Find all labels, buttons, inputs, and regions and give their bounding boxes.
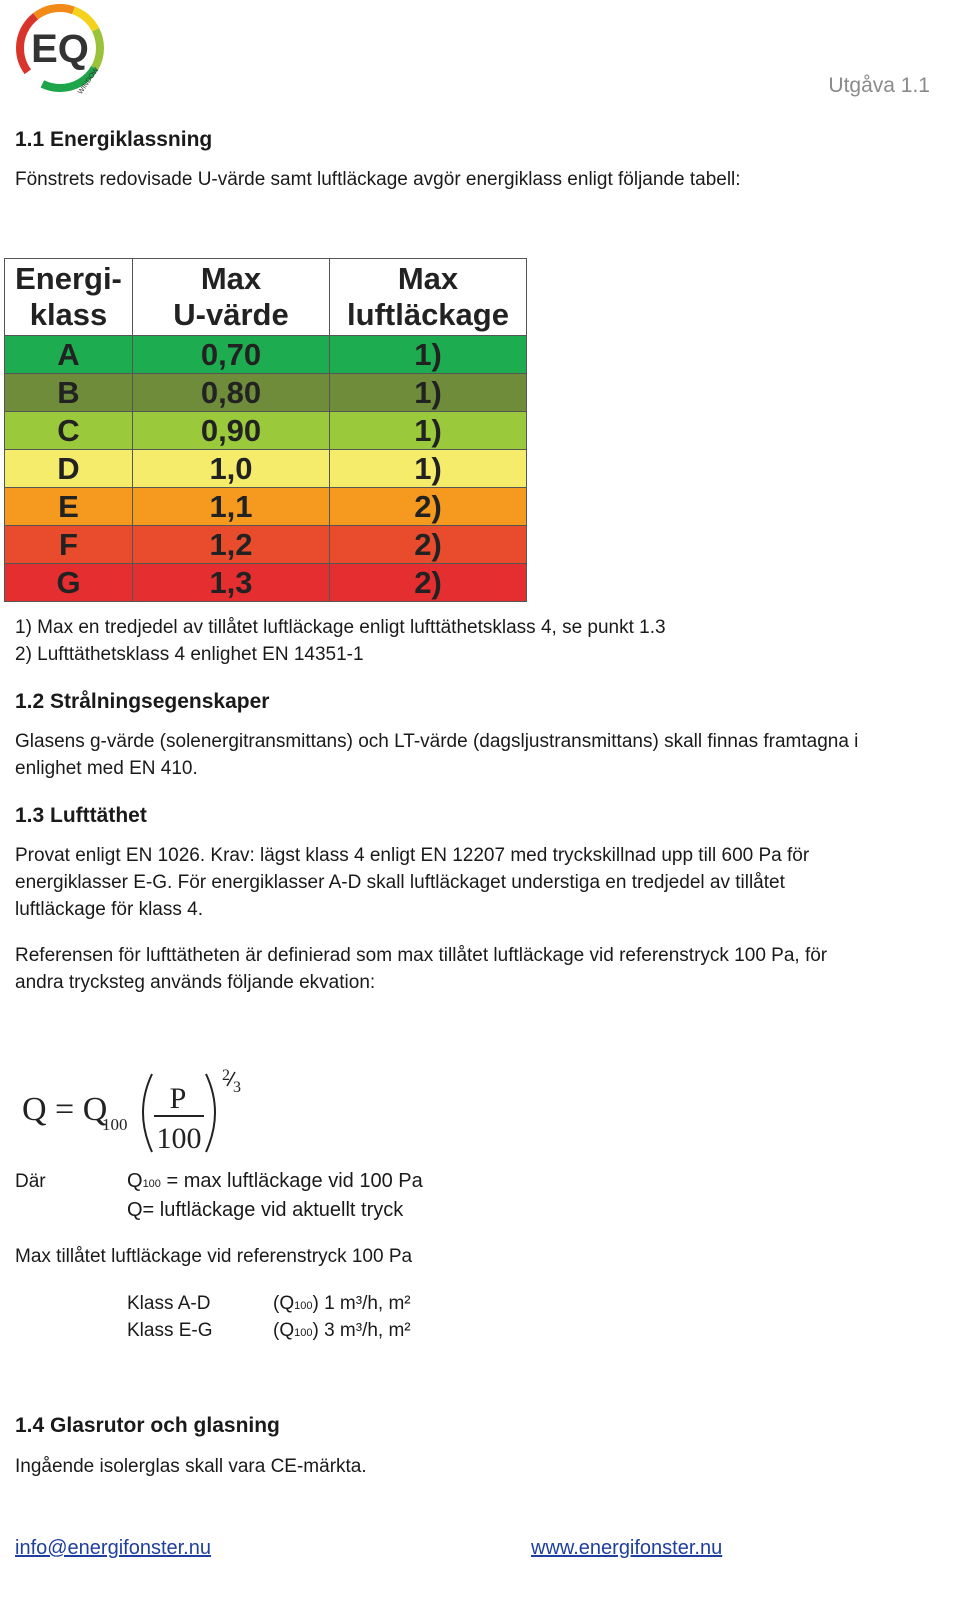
leakage-formula <box>22 1060 262 1170</box>
section-text-1-3-p2-line1: Referensen för lufttätheten är definierad som max tillåtet luftläckage vid referenstryck 100 Pa, för <box>15 945 828 966</box>
svg-text:100: 100 <box>102 1115 128 1134</box>
column-header-max-u-value: Max U-värde <box>133 259 330 336</box>
u-value-cell: 1,1 <box>133 488 330 526</box>
svg-text:100: 100 <box>156 1122 202 1155</box>
column-header-energy-class: Energi- klass <box>5 259 133 336</box>
class-cell: A <box>5 336 133 374</box>
leakage-cell: 1) <box>330 412 527 450</box>
footer-website-link[interactable]: www.energifonster.nu <box>531 1537 723 1559</box>
table-row <box>5 564 527 602</box>
section-text-1-3-p1-line2: energiklasser E-G. För energiklasser A-D skall luftläckaget understiga en tredjedel av tillåtet <box>15 872 785 893</box>
svg-text:Q = Q: Q = Q <box>22 1091 108 1128</box>
class-cell: D <box>5 450 133 488</box>
class-value-a-d: (Q100) 1 m³/h, m² <box>273 1293 411 1314</box>
table-note-2: 2) Lufttäthetsklass 4 enlighet EN 14351-1 <box>15 644 364 665</box>
leakage-cell: 2) <box>330 526 527 564</box>
class-label-a-d: Klass A-D <box>127 1293 211 1314</box>
where-definition-q100: Q100 = max luftläckage vid 100 Pa <box>127 1170 423 1192</box>
where-definition-q: Q= luftläckage vid aktuellt tryck <box>127 1199 404 1221</box>
class-cell: G <box>5 564 133 602</box>
table-row <box>5 336 527 374</box>
svg-text:WINDOW: WINDOW <box>77 66 101 96</box>
leakage-cell: 1) <box>330 450 527 488</box>
class-cell: E <box>5 488 133 526</box>
energy-class-table <box>4 258 527 602</box>
section-text-1-4: Ingående isolerglas skall vara CE-märkta. <box>15 1456 367 1477</box>
section-heading-1-1: 1.1 Energiklassning <box>15 128 213 151</box>
section-heading-1-2: 1.2 Strålningsegenskaper <box>15 690 270 713</box>
footer-email-link[interactable]: info@energifonster.nu <box>15 1537 211 1559</box>
section-heading-1-3: 1.3 Lufttäthet <box>15 804 147 827</box>
u-value-cell: 1,2 <box>133 526 330 564</box>
eq-window-logo <box>12 2 112 98</box>
where-label: Där <box>15 1171 46 1192</box>
table-row <box>5 374 527 412</box>
u-value-cell: 0,70 <box>133 336 330 374</box>
section-text-1-2-line1: Glasens g-värde (solenergitransmittans) och LT-värde (dagsljustransmittans) skall finnas framtagna i <box>15 731 859 752</box>
svg-text:3: 3 <box>233 1079 241 1096</box>
svg-text:2: 2 <box>222 1067 230 1084</box>
max-leakage-heading: Max tillåtet luftläckage vid referenstryck 100 Pa <box>15 1246 413 1267</box>
u-value-cell: 0,90 <box>133 412 330 450</box>
table-note-1: 1) Max en tredjedel av tillåtet luftläckage enligt lufttäthetsklass 4, se punkt 1.3 <box>15 617 666 638</box>
table-row <box>5 450 527 488</box>
u-value-cell: 1,3 <box>133 564 330 602</box>
leakage-cell: 1) <box>330 336 527 374</box>
section-heading-1-4: 1.4 Glasrutor och glasning <box>15 1414 280 1437</box>
class-cell: B <box>5 374 133 412</box>
column-header-max-leakage: Max luftläckage <box>330 259 527 336</box>
section-text-1-3-p2-line2: andra trycksteg används följande ekvation: <box>15 972 376 993</box>
svg-text:EQ: EQ <box>31 27 89 71</box>
class-cell: F <box>5 526 133 564</box>
table-row <box>5 488 527 526</box>
leakage-cell: 1) <box>330 374 527 412</box>
svg-text:P: P <box>169 1082 187 1115</box>
section-intro-1-1: Fönstrets redovisade U-värde samt luftläckage avgör energiklass enligt följande tabell: <box>15 169 741 190</box>
class-value-e-g: (Q100) 3 m³/h, m² <box>273 1320 411 1341</box>
leakage-cell: 2) <box>330 488 527 526</box>
section-text-1-3-p1-line3: luftläckage för klass 4. <box>15 899 203 920</box>
table-row <box>5 412 527 450</box>
table-header-row <box>5 259 527 336</box>
section-text-1-2-line2: enlighet med EN 410. <box>15 758 198 779</box>
table-row <box>5 526 527 564</box>
edition-label: Utgåva 1.1 <box>828 74 930 97</box>
section-text-1-3-p1-line1: Provat enligt EN 1026. Krav: lägst klass 4 enligt EN 12207 med tryckskillnad upp till 600 Pa för <box>15 845 810 866</box>
u-value-cell: 0,80 <box>133 374 330 412</box>
class-cell: C <box>5 412 133 450</box>
u-value-cell: 1,0 <box>133 450 330 488</box>
leakage-cell: 2) <box>330 564 527 602</box>
class-label-e-g: Klass E-G <box>127 1320 213 1341</box>
